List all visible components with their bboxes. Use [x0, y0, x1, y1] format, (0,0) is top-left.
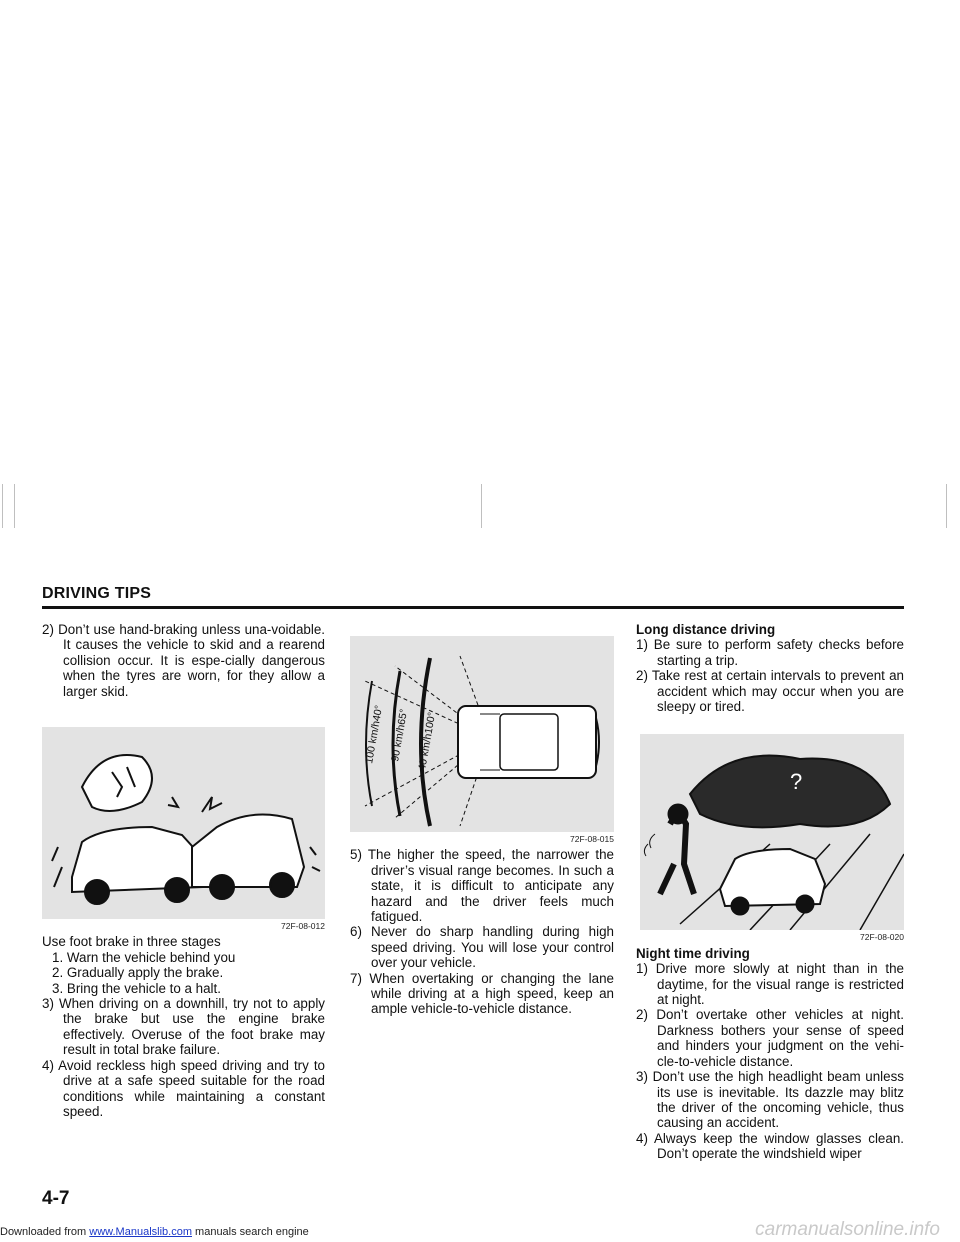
night-item-3: 3) Don’t use the high headlight beam unless its use is inevitable. Its dazzle may blitz the driver of the oncoming vehicle, thus causing an accident.: [636, 1069, 904, 1131]
site-watermark: carmanualsonline.info: [755, 1219, 940, 1240]
page-number: 4-7: [42, 1188, 70, 1209]
section-title: DRIVING TIPS: [42, 585, 152, 602]
crop-mark: [481, 484, 482, 528]
footer-prefix: Downloaded from: [0, 1226, 90, 1238]
manualslib-link[interactable]: www.Manualslib.com: [89, 1226, 192, 1238]
stages-intro: Use foot brake in three stages: [42, 934, 221, 950]
figure-code: 72F-08-020: [860, 932, 904, 943]
long-distance-item-1: 1) Be sure to perform safety checks before starting a trip.: [636, 637, 904, 668]
crop-mark: [946, 484, 947, 528]
visual-range-diagram: [350, 636, 614, 832]
figure-code: 72F-08-015: [570, 834, 614, 844]
crop-mark: [14, 484, 15, 528]
tip-item-2: 2) Don’t use hand-braking unless una-voidable. It causes the vehicle to skid and a rearend collision occur. It is espe-cially dangerous when the tyres are worn, for they allow a larger skid.: [42, 622, 325, 699]
speed-label-40: 40 km/h100°: [416, 711, 439, 772]
stage-item-2: 2. Gradually apply the brake.: [52, 965, 224, 981]
night-item-4: 4) Always keep the window glasses clean. Don’t operate the windshield wiper: [636, 1130, 904, 1162]
tip-item-4: 4) Avoid reckless high speed driving and try to drive at a safe speed suitable for the road conditions while maintaining a constant speed.: [42, 1057, 325, 1119]
crop-mark: [2, 484, 3, 528]
heading-long-distance: Long distance driving: [636, 622, 776, 637]
svg-text:?: ?: [790, 769, 803, 795]
drowsy-driving-illustration: [640, 734, 904, 930]
tip-item-7: 7) When overtaking or changing the lane while driving at a high speed, keep an ample vehicle-to-vehicle distance.: [350, 970, 614, 1017]
tip-item-6: 6) Never do sharp handling during high speed driving. You will lose your control over your vehicle.: [350, 924, 614, 971]
night-item-1: 1) Drive more slowly at night than in the daytime, for the visual range is restricted at night.: [636, 961, 904, 1008]
section-divider: [42, 606, 904, 609]
speed-label-100: 100 km/h40°: [363, 704, 386, 765]
footer-suffix: manuals search engine: [191, 1226, 309, 1238]
long-distance-item-2: 2) Take rest at certain intervals to prevent an accident which may occur when you are sleepy or tired.: [636, 668, 904, 715]
tip-item-3: 3) When driving on a downhill, try not to apply the brake but use the engine brake effectively. Overuse of the foot brake may result in total brake failure.: [42, 996, 325, 1058]
stage-item-1: 1. Warn the vehicle behind you: [52, 949, 236, 965]
tip-item-5: 5) The higher the speed, the narrower the driver’s visual range becomes. In such a state, it is difficult to anticipate any hazard and the driver feels much fatigued.: [350, 847, 614, 925]
column-right: [636, 622, 904, 1162]
column-middle: [350, 622, 614, 1017]
figure-drowsy-driving: [640, 734, 904, 930]
speed-label-90: 90 km/h65°: [389, 708, 411, 763]
download-footer: [0, 1226, 309, 1238]
collision-illustration: [42, 727, 325, 919]
column-left: [42, 622, 325, 1119]
stage-item-3: 3. Bring the vehicle to a halt.: [52, 980, 221, 996]
figure-code: 72F-08-012: [281, 921, 325, 932]
figure-visual-range: [350, 636, 614, 832]
heading-night-time: Night time driving: [636, 945, 750, 961]
figure-skid-collision: [42, 727, 325, 919]
night-item-2: 2) Don’t overtake other vehicles at night. Darkness bothers your sense of speed and hinders your judgment on the vehi-cle-to-vehicle distance.: [636, 1007, 904, 1069]
